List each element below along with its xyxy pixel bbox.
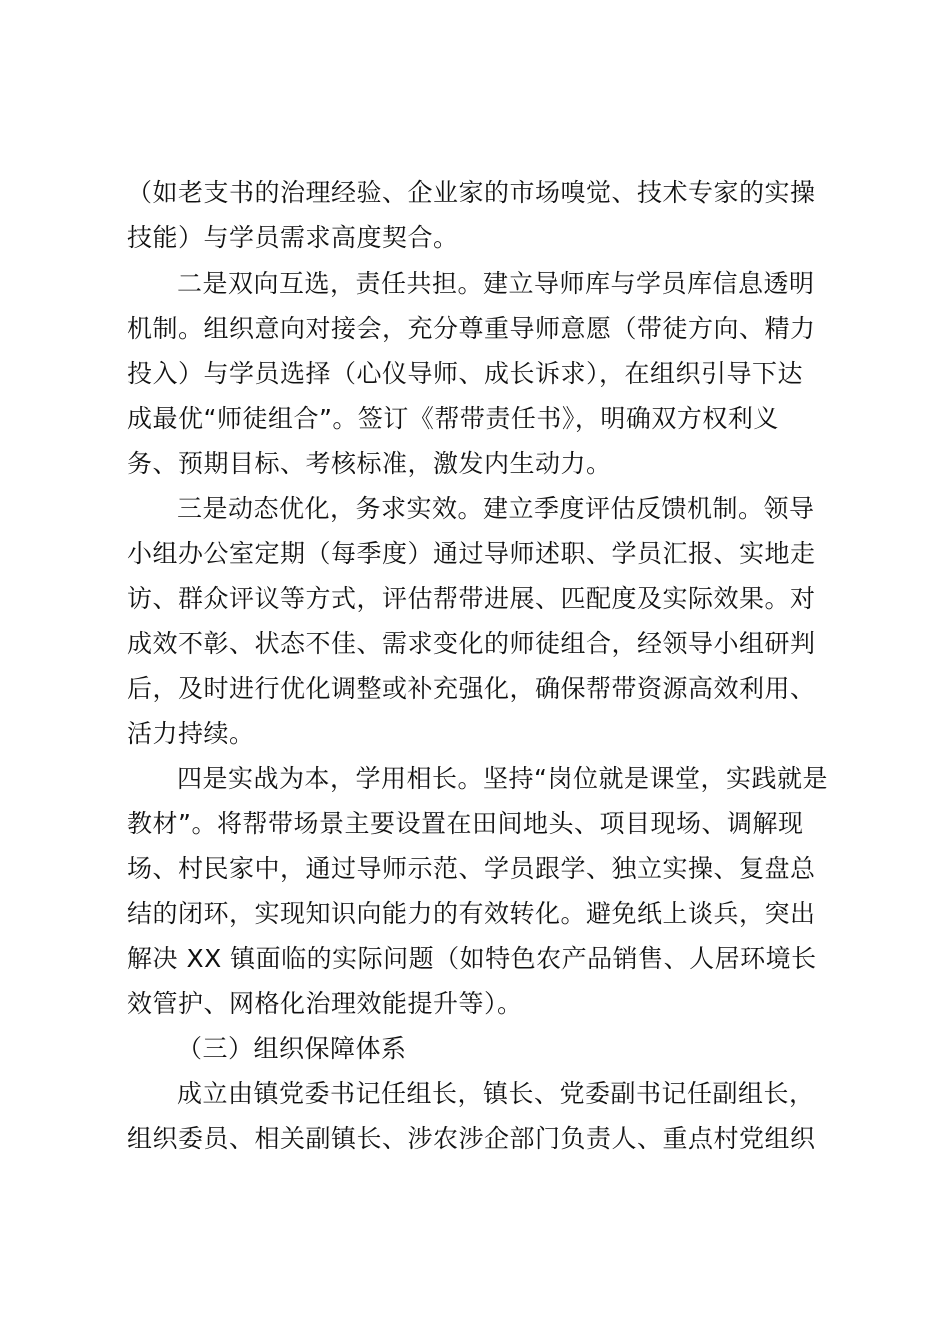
paragraph-start: 成立由镇党委书记任组长，镇长、党委副书记任副组长， (177, 1079, 815, 1108)
text-line: 成最优“师徒组合”。签订《帮带责任书》，明确双方权利义 (127, 404, 779, 433)
section-heading: （三）组织保障体系 (177, 1034, 407, 1063)
text-line: 后，及时进行优化调整或补充强化，确保帮带资源高效利用、 (127, 674, 816, 703)
text-line: 技能）与学员需求高度契合。 (127, 223, 459, 252)
text-line: 活力持续。 (127, 719, 255, 748)
text-line: （如老支书的治理经验、企业家的市场嗅觉、技术专家的实操 (127, 178, 816, 207)
text-line: 组织委员、相关副镇长、涉农涉企部门负责人、重点村党组织 (127, 1124, 816, 1153)
paragraph-start: 二是双向互选，责任共担。建立导师库与学员库信息透明 (177, 269, 815, 298)
text-line: 访、群众评议等方式，评估帮带进展、匹配度及实际效果。对 (127, 584, 816, 613)
text-line: 务、预期目标、考核标准，激发内生动力。 (127, 449, 612, 478)
text-line: 机制。组织意向对接会，充分尊重导师意愿（带徒方向、精力 (127, 314, 816, 343)
text-line: 效管护、网格化治理效能提升等）。 (127, 989, 523, 1018)
text-line: 成效不彰、状态不佳、需求变化的师徒组合，经领导小组研判 (127, 629, 816, 658)
paragraph-start: 三是动态优化，务求实效。建立季度评估反馈机制。领导 (177, 494, 815, 523)
text-line: 解决 XX 镇面临的实际问题（如特色农产品销售、人居环境长 (127, 944, 817, 973)
paragraph-start: 四是实战为本，学用相长。坚持“岗位就是课堂，实践就是 (177, 764, 828, 793)
text-line: 投入）与学员选择（心仪导师、成长诉求），在组织引导下达 (127, 359, 804, 388)
text-line: 结的闭环，实现知识向能力的有效转化。避免纸上谈兵，突出 (127, 899, 816, 928)
text-line: 教材”。将帮带场景主要设置在田间地头、项目现场、调解现 (127, 809, 804, 838)
text-line: 场、村民家中，通过导师示范、学员跟学、独立实操、复盘总 (127, 854, 816, 883)
text-line: 小组办公室定期（每季度）通过导师述职、学员汇报、实地走 (127, 539, 816, 568)
